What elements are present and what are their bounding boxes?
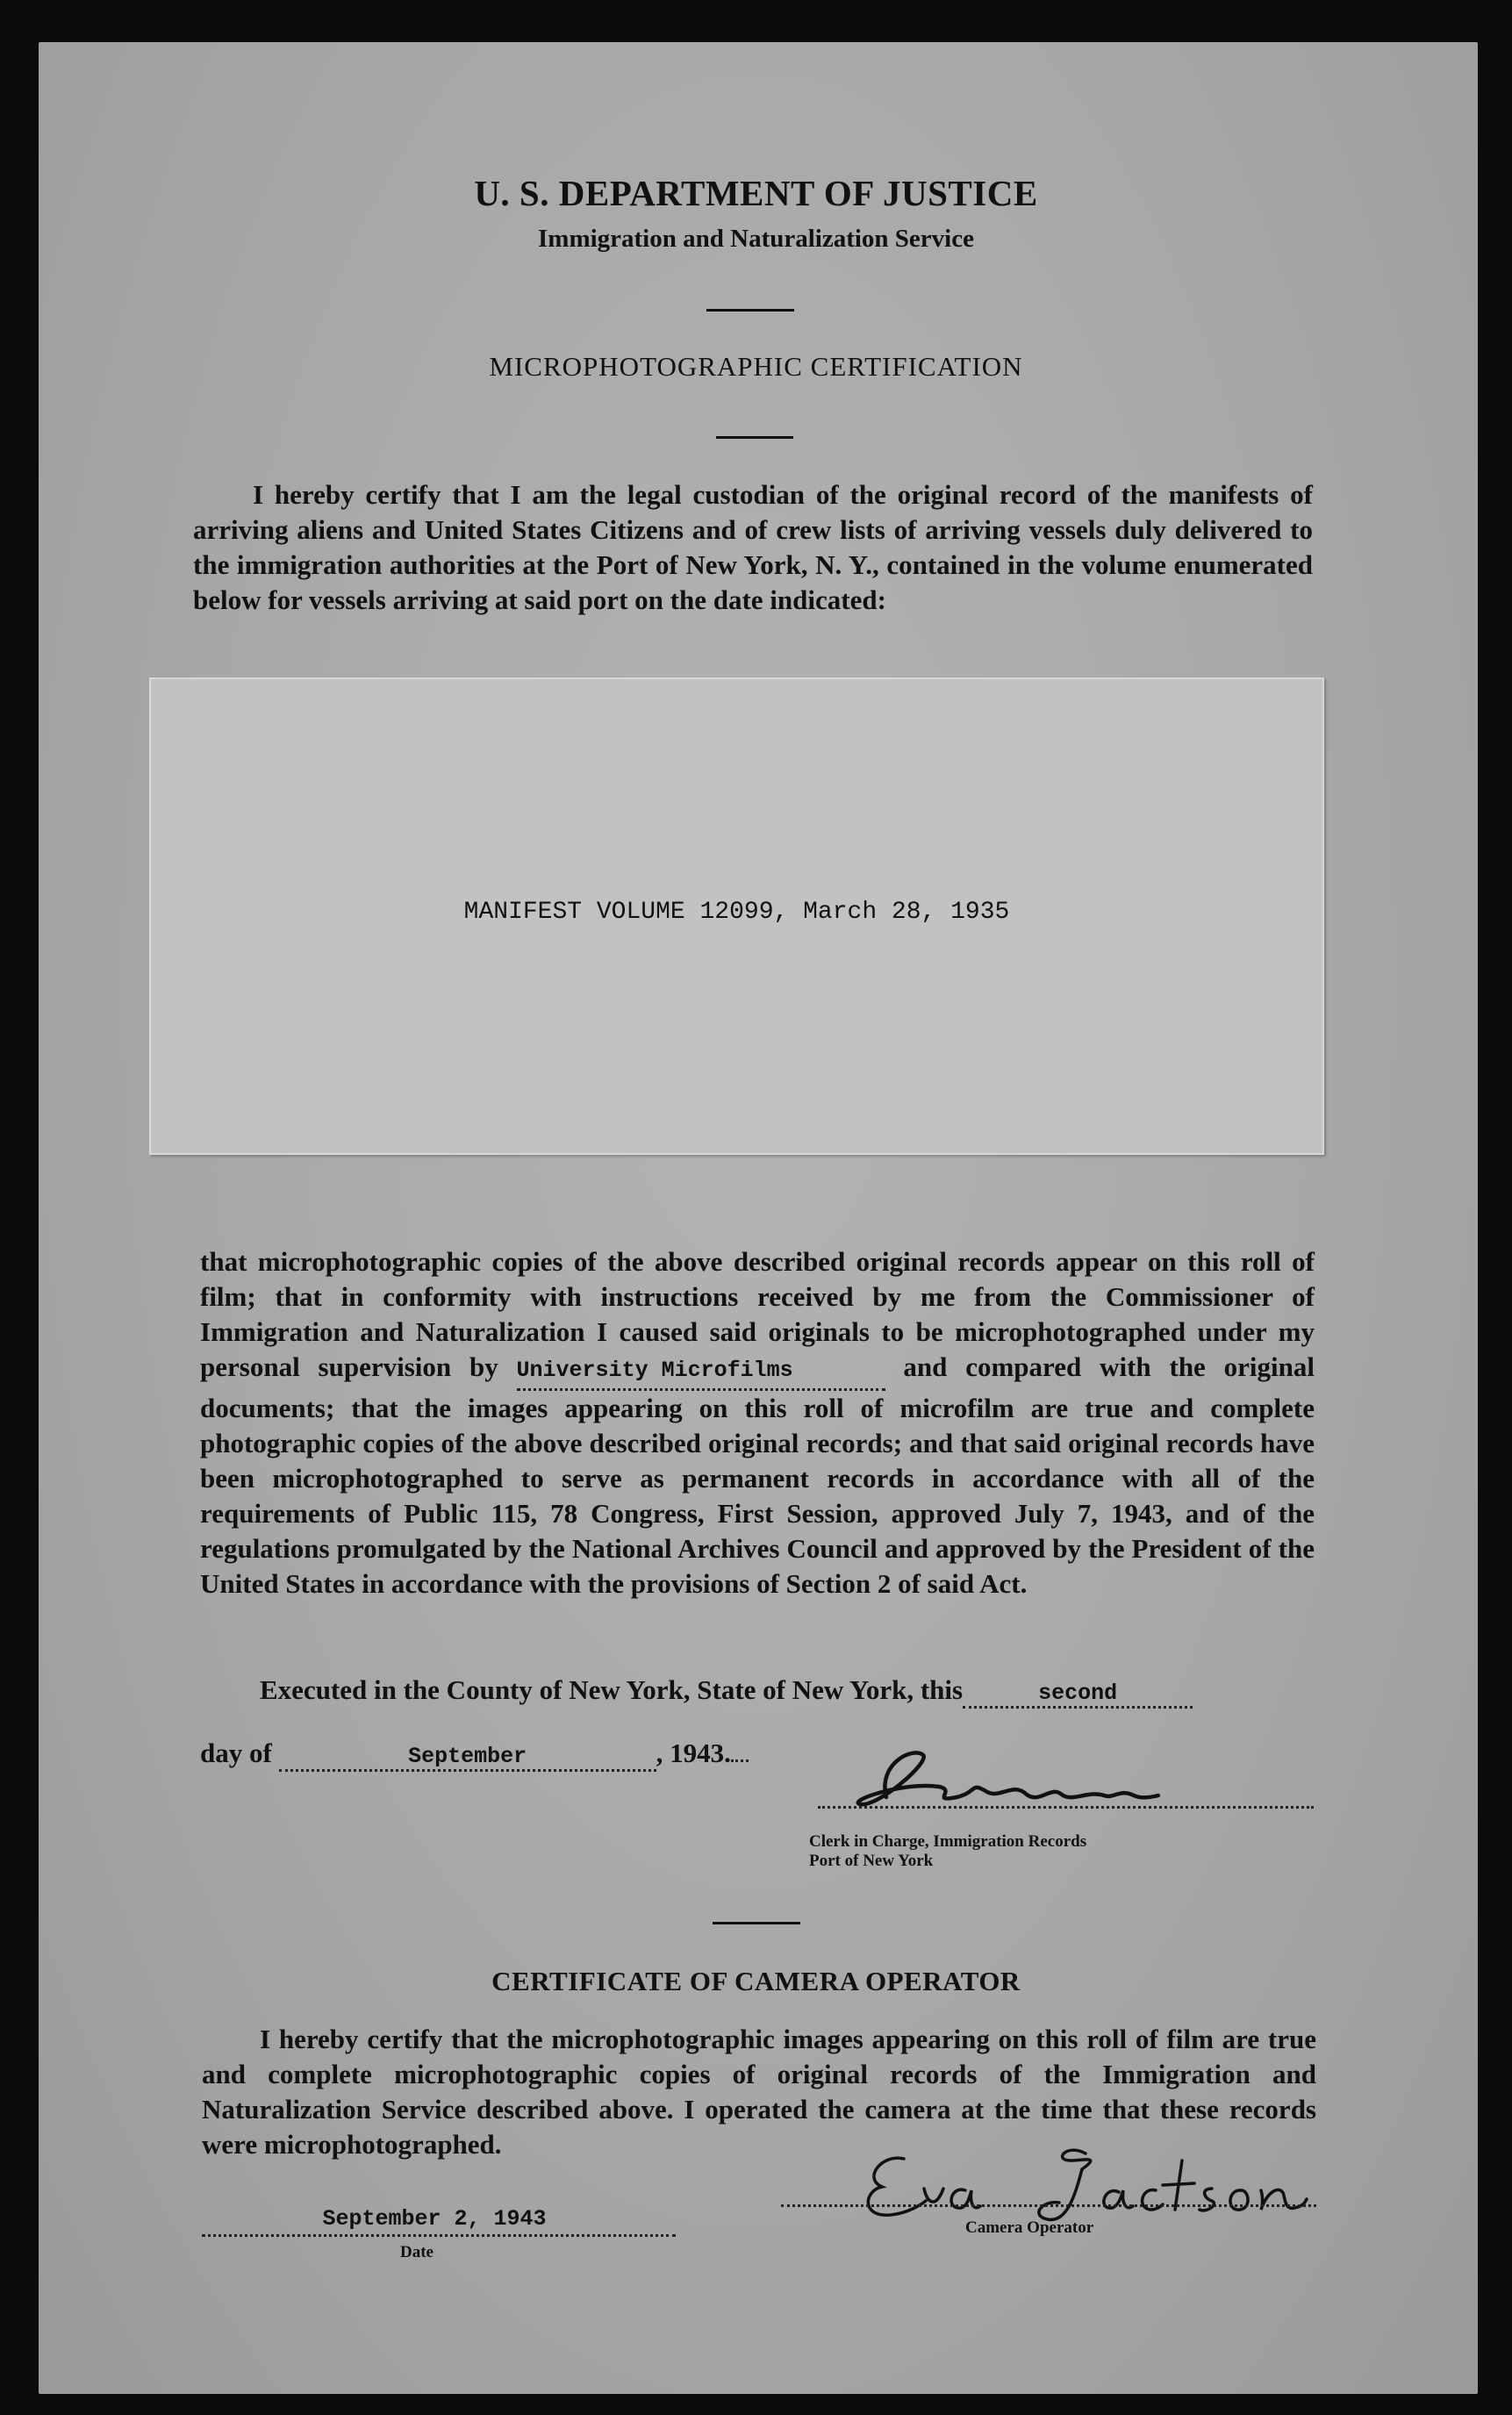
operator-signature-line bbox=[781, 2204, 1316, 2207]
service-subtitle: Immigration and Naturalization Service bbox=[538, 225, 974, 253]
manifest-volume-text: MANIFEST VOLUME 12099, March 28, 1935 bbox=[463, 899, 1010, 926]
clerk-signature-line bbox=[818, 1806, 1314, 1809]
camera-operator-label: Camera Operator bbox=[965, 2218, 1094, 2237]
executed-prefix: Executed in the County of New York, State of New York, this bbox=[260, 1674, 964, 1705]
operator-signature bbox=[856, 2134, 1329, 2231]
clerk-title-line2: Port of New York bbox=[809, 1852, 934, 1870]
department-title: U. S. DEPARTMENT OF JUSTICE bbox=[474, 173, 1038, 213]
executed-month-line bbox=[200, 1738, 749, 1772]
operator-date-field bbox=[202, 2204, 676, 2237]
executed-month-field bbox=[279, 1738, 656, 1772]
executed-day-value: second bbox=[1038, 1680, 1118, 1706]
day-of-label: day of bbox=[200, 1738, 272, 1768]
body-text-part2: and compared with the original documents; that the images appearing on this roll of microfilm are true and complete photographic copies of the above described original records; and that said original records have been microphotographed to serve as permanent records in accordance with all of the requirements of Public 115, 78 Congress, First Session, approved July 7, 1943, and of the regulations promulgated by the National Archives Council and approved by the President of the United States in accordance with the provisions of Section 2 of said Act. bbox=[200, 1351, 1315, 1599]
camera-operator-paragraph: I hereby certify that the microphotographic images appearing on this roll of film are true and complete microphotographic copies of original records of the Immigration and Naturalization Service described above. I operated the camera at the time that these records were microphotographed. bbox=[202, 2024, 1316, 2160]
certification-title: MICROPHOTOGRAPHIC CERTIFICATION bbox=[489, 351, 1023, 382]
header-divider bbox=[706, 309, 794, 312]
operator-date-label: Date bbox=[400, 2243, 434, 2261]
clerk-title-line1: Clerk in Charge, Immigration Records bbox=[809, 1832, 1087, 1851]
camera-operator-title: CERTIFICATE OF CAMERA OPERATOR bbox=[491, 1966, 1021, 1996]
certification-body bbox=[200, 1244, 1315, 1602]
section-divider bbox=[713, 1922, 800, 1924]
title-divider bbox=[716, 436, 793, 439]
filmed-by-value: University Microfilms bbox=[516, 1358, 793, 1383]
clerk-title bbox=[809, 1832, 1086, 1871]
operator-date-value: September 2, 1943 bbox=[322, 2206, 547, 2232]
body-text-part1: that microphotographic copies of the above described original records appear on this roll of film; that in conformity with instructions received by me from the Commissioner of Immigration and Naturalization I caused said originals to be microphotographed under my personal supervision by bbox=[200, 1246, 1315, 1382]
executed-day-field bbox=[963, 1674, 1193, 1709]
manifest-volume-card bbox=[149, 677, 1324, 1155]
executed-year: , 1943. bbox=[656, 1738, 731, 1768]
filmed-by-field bbox=[517, 1350, 885, 1391]
year-dots bbox=[731, 1759, 749, 1762]
executed-month-value: September bbox=[408, 1744, 527, 1769]
intro-paragraph: I hereby certify that I am the legal custodian of the original record of the manifests of arriving aliens and United States Citizens and of crew lists of arriving vessels duly delivered to the immigration authorities at the Port of New York, N. Y., contained in the volume enumerated below for vessels arriving at said port on the date indicated: bbox=[193, 479, 1313, 615]
executed-line bbox=[260, 1674, 1193, 1709]
